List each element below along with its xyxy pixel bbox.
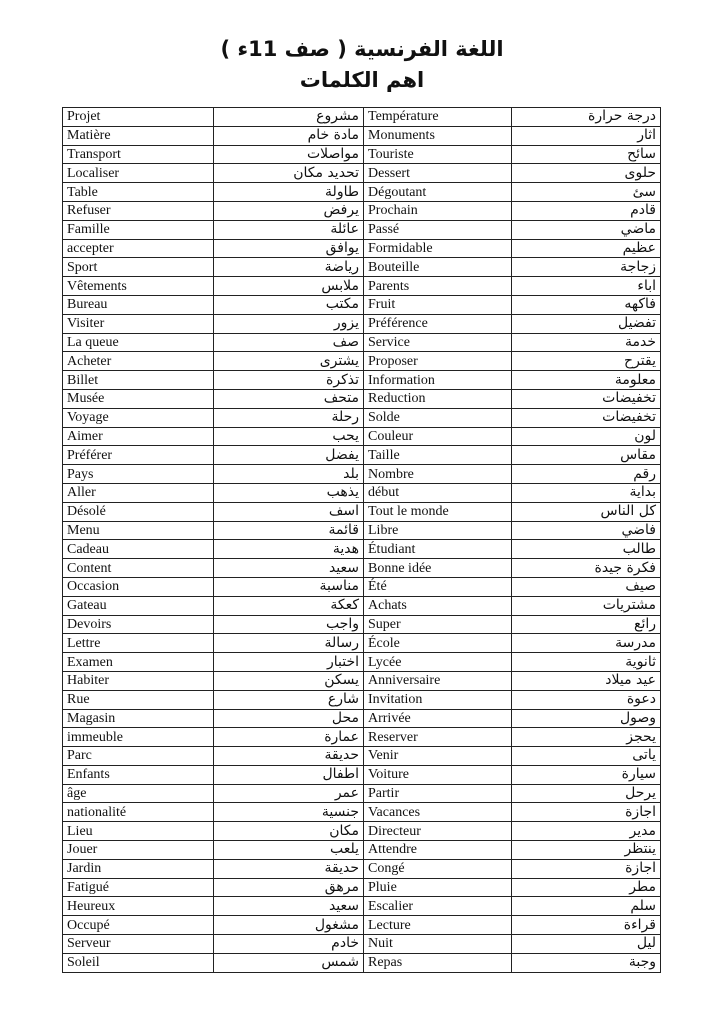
- french-word-2: Partir: [364, 784, 512, 803]
- arabic-translation-2: حلوى: [512, 164, 661, 183]
- arabic-translation-2: فكرة جيدة: [512, 559, 661, 578]
- table-row: [63, 108, 661, 127]
- arabic-translation-1: يذهب: [214, 483, 364, 502]
- table-row: [63, 765, 661, 784]
- arabic-translation-1: مشغول: [214, 916, 364, 935]
- french-word-1: Sport: [63, 258, 214, 277]
- french-word-2: Achats: [364, 596, 512, 615]
- arabic-translation-1: متحف: [214, 389, 364, 408]
- table-row: [63, 465, 661, 484]
- table-row: [63, 446, 661, 465]
- french-word-2: Voiture: [364, 765, 512, 784]
- french-word-2: Attendre: [364, 841, 512, 860]
- french-word-2: Information: [364, 371, 512, 390]
- french-word-2: Lycée: [364, 653, 512, 672]
- french-word-2: Été: [364, 577, 512, 596]
- arabic-translation-1: بلد: [214, 465, 364, 484]
- table-row: [63, 258, 661, 277]
- arabic-translation-1: سعيد: [214, 559, 364, 578]
- arabic-translation-2: مدير: [512, 822, 661, 841]
- arabic-translation-1: عمر: [214, 784, 364, 803]
- french-word-1: accepter: [63, 239, 214, 258]
- table-row: [63, 784, 661, 803]
- french-word-1: immeuble: [63, 728, 214, 747]
- arabic-translation-2: ماضي: [512, 220, 661, 239]
- arabic-translation-1: اطفال: [214, 765, 364, 784]
- french-word-1: Aller: [63, 483, 214, 502]
- table-row: [63, 540, 661, 559]
- french-word-1: Fatigué: [63, 878, 214, 897]
- table-row: [63, 653, 661, 672]
- french-word-2: Bonne idée: [364, 559, 512, 578]
- arabic-translation-1: شارع: [214, 690, 364, 709]
- arabic-translation-1: مناسبة: [214, 577, 364, 596]
- arabic-translation-1: واجب: [214, 615, 364, 634]
- arabic-translation-2: يحجز: [512, 728, 661, 747]
- table-row: [63, 483, 661, 502]
- arabic-translation-2: ينتظر: [512, 841, 661, 860]
- arabic-translation-2: اجازة: [512, 803, 661, 822]
- french-word-1: Parc: [63, 747, 214, 766]
- table-row: [63, 841, 661, 860]
- arabic-translation-2: سئ: [512, 183, 661, 202]
- french-word-1: Famille: [63, 220, 214, 239]
- table-row: [63, 615, 661, 634]
- table-row: [63, 333, 661, 352]
- arabic-translation-2: ليل: [512, 935, 661, 954]
- arabic-translation-2: تخفيضات: [512, 389, 661, 408]
- table-row: [63, 671, 661, 690]
- french-word-1: Enfants: [63, 765, 214, 784]
- french-word-1: Menu: [63, 521, 214, 540]
- table-row: [63, 164, 661, 183]
- arabic-translation-2: رائع: [512, 615, 661, 634]
- french-word-1: nationalité: [63, 803, 214, 822]
- arabic-translation-1: يرفض: [214, 201, 364, 220]
- arabic-translation-1: اسف: [214, 502, 364, 521]
- arabic-translation-2: مطر: [512, 878, 661, 897]
- french-word-2: Touriste: [364, 145, 512, 164]
- table-row: [63, 239, 661, 258]
- french-word-2: Pluie: [364, 878, 512, 897]
- arabic-translation-2: اثار: [512, 126, 661, 145]
- french-word-2: Escalier: [364, 897, 512, 916]
- arabic-translation-2: مشتريات: [512, 596, 661, 615]
- french-word-1: Acheter: [63, 352, 214, 371]
- table-row: [63, 747, 661, 766]
- arabic-translation-1: قائمة: [214, 521, 364, 540]
- french-word-2: Super: [364, 615, 512, 634]
- french-word-2: Lecture: [364, 916, 512, 935]
- french-word-2: Vacances: [364, 803, 512, 822]
- page-header: [0, 34, 724, 94]
- french-word-1: Transport: [63, 145, 214, 164]
- table-row: [63, 126, 661, 145]
- french-word-1: Lieu: [63, 822, 214, 841]
- french-word-2: Service: [364, 333, 512, 352]
- table-row: [63, 953, 661, 972]
- arabic-translation-1: يوافق: [214, 239, 364, 258]
- french-word-2: Étudiant: [364, 540, 512, 559]
- french-word-1: Voyage: [63, 408, 214, 427]
- table-row: [63, 521, 661, 540]
- arabic-translation-1: سعيد: [214, 897, 364, 916]
- arabic-translation-1: مادة خام: [214, 126, 364, 145]
- french-word-2: Dessert: [364, 164, 512, 183]
- french-word-2: Nuit: [364, 935, 512, 954]
- arabic-translation-1: مرهق: [214, 878, 364, 897]
- french-word-2: École: [364, 634, 512, 653]
- french-word-2: Anniversaire: [364, 671, 512, 690]
- french-word-1: Lettre: [63, 634, 214, 653]
- arabic-translation-2: مدرسة: [512, 634, 661, 653]
- table-row: [63, 577, 661, 596]
- arabic-translation-2: تخفيضات: [512, 408, 661, 427]
- french-word-1: Cadeau: [63, 540, 214, 559]
- arabic-translation-2: صيف: [512, 577, 661, 596]
- arabic-translation-2: معلومة: [512, 371, 661, 390]
- arabic-translation-1: يزور: [214, 314, 364, 333]
- arabic-translation-2: سيارة: [512, 765, 661, 784]
- arabic-translation-2: تفضيل: [512, 314, 661, 333]
- french-word-1: Pays: [63, 465, 214, 484]
- french-word-1: Visiter: [63, 314, 214, 333]
- table-row: [63, 822, 661, 841]
- arabic-translation-2: لون: [512, 427, 661, 446]
- table-row: [63, 709, 661, 728]
- french-word-1: Heureux: [63, 897, 214, 916]
- french-word-1: Habiter: [63, 671, 214, 690]
- french-word-1: âge: [63, 784, 214, 803]
- french-word-1: Rue: [63, 690, 214, 709]
- table-row: [63, 916, 661, 935]
- table-row: [63, 314, 661, 333]
- french-word-2: Couleur: [364, 427, 512, 446]
- french-word-2: Prochain: [364, 201, 512, 220]
- table-row: [63, 634, 661, 653]
- french-word-1: Examen: [63, 653, 214, 672]
- french-word-1: Projet: [63, 108, 214, 127]
- arabic-translation-1: تحديد مكان: [214, 164, 364, 183]
- french-word-1: Content: [63, 559, 214, 578]
- arabic-translation-1: تذكرة: [214, 371, 364, 390]
- arabic-translation-2: اجازة: [512, 859, 661, 878]
- arabic-translation-2: كل الناس: [512, 502, 661, 521]
- french-word-2: Dégoutant: [364, 183, 512, 202]
- table-row: [63, 408, 661, 427]
- arabic-translation-1: حديقة: [214, 859, 364, 878]
- table-row: [63, 427, 661, 446]
- arabic-translation-2: سائح: [512, 145, 661, 164]
- french-word-2: Directeur: [364, 822, 512, 841]
- french-word-2: Reserver: [364, 728, 512, 747]
- arabic-translation-2: ياتى: [512, 747, 661, 766]
- french-word-1: Jouer: [63, 841, 214, 860]
- arabic-translation-1: شمس: [214, 953, 364, 972]
- arabic-translation-2: ثانوية: [512, 653, 661, 672]
- table-row: [63, 201, 661, 220]
- arabic-translation-2: طالب: [512, 540, 661, 559]
- table-row: [63, 277, 661, 296]
- table-row: [63, 728, 661, 747]
- french-word-1: Musée: [63, 389, 214, 408]
- arabic-translation-2: عيد ميلاد: [512, 671, 661, 690]
- french-word-2: Monuments: [364, 126, 512, 145]
- french-word-1: Jardin: [63, 859, 214, 878]
- arabic-translation-1: رياضة: [214, 258, 364, 277]
- table-row: [63, 145, 661, 164]
- page-subtitle: اهم الكلمات: [299, 68, 425, 92]
- table-row: [63, 389, 661, 408]
- french-word-2: début: [364, 483, 512, 502]
- table-row: [63, 690, 661, 709]
- french-word-2: Fruit: [364, 295, 512, 314]
- arabic-translation-2: يرحل: [512, 784, 661, 803]
- french-word-1: Occupé: [63, 916, 214, 935]
- arabic-translation-2: وصول: [512, 709, 661, 728]
- french-word-1: Serveur: [63, 935, 214, 954]
- french-word-1: La queue: [63, 333, 214, 352]
- arabic-translation-1: اختبار: [214, 653, 364, 672]
- arabic-translation-2: قراءة: [512, 916, 661, 935]
- table-row: [63, 295, 661, 314]
- french-word-1: Table: [63, 183, 214, 202]
- arabic-translation-1: عائلة: [214, 220, 364, 239]
- arabic-translation-1: مكتب: [214, 295, 364, 314]
- arabic-translation-2: خدمة: [512, 333, 661, 352]
- arabic-translation-1: ملابس: [214, 277, 364, 296]
- arabic-translation-1: كعكة: [214, 596, 364, 615]
- french-word-2: Proposer: [364, 352, 512, 371]
- arabic-translation-2: فاضي: [512, 521, 661, 540]
- french-word-1: Bureau: [63, 295, 214, 314]
- french-word-2: Passé: [364, 220, 512, 239]
- french-word-2: Nombre: [364, 465, 512, 484]
- table-row: [63, 220, 661, 239]
- french-word-2: Libre: [364, 521, 512, 540]
- arabic-translation-2: دعوة: [512, 690, 661, 709]
- french-word-1: Gateau: [63, 596, 214, 615]
- french-word-1: Magasin: [63, 709, 214, 728]
- french-word-2: Taille: [364, 446, 512, 465]
- arabic-translation-2: رقم: [512, 465, 661, 484]
- arabic-translation-2: زجاجة: [512, 258, 661, 277]
- arabic-translation-2: يقترح: [512, 352, 661, 371]
- arabic-translation-1: هدية: [214, 540, 364, 559]
- arabic-translation-2: سلم: [512, 897, 661, 916]
- arabic-translation-1: يشترى: [214, 352, 364, 371]
- arabic-translation-1: خادم: [214, 935, 364, 954]
- french-word-2: Invitation: [364, 690, 512, 709]
- table-row: [63, 183, 661, 202]
- arabic-translation-1: عمارة: [214, 728, 364, 747]
- table-row: [63, 803, 661, 822]
- french-word-1: Vêtements: [63, 277, 214, 296]
- french-word-2: Tout le monde: [364, 502, 512, 521]
- arabic-translation-2: عظيم: [512, 239, 661, 258]
- french-word-2: Température: [364, 108, 512, 127]
- french-word-1: Billet: [63, 371, 214, 390]
- arabic-translation-2: اباء: [512, 277, 661, 296]
- page-title: اللغة الفرنسية ( صف 11ء ): [220, 37, 504, 61]
- french-word-2: Repas: [364, 953, 512, 972]
- french-word-2: Parents: [364, 277, 512, 296]
- arabic-translation-2: قادم: [512, 201, 661, 220]
- arabic-translation-1: حديقة: [214, 747, 364, 766]
- arabic-translation-1: يفضل: [214, 446, 364, 465]
- vocabulary-table-body: [63, 108, 661, 973]
- table-row: [63, 559, 661, 578]
- arabic-translation-1: مكان: [214, 822, 364, 841]
- french-word-1: Occasion: [63, 577, 214, 596]
- arabic-translation-1: جنسية: [214, 803, 364, 822]
- table-row: [63, 935, 661, 954]
- arabic-translation-1: رسالة: [214, 634, 364, 653]
- french-word-1: Préférer: [63, 446, 214, 465]
- table-row: [63, 502, 661, 521]
- arabic-translation-2: درجة حرارة: [512, 108, 661, 127]
- arabic-translation-1: مواصلات: [214, 145, 364, 164]
- french-word-2: Bouteille: [364, 258, 512, 277]
- arabic-translation-1: يسكن: [214, 671, 364, 690]
- table-row: [63, 371, 661, 390]
- arabic-translation-2: فاكهه: [512, 295, 661, 314]
- table-row: [63, 352, 661, 371]
- french-word-2: Formidable: [364, 239, 512, 258]
- arabic-translation-1: طاولة: [214, 183, 364, 202]
- arabic-translation-1: يلعب: [214, 841, 364, 860]
- french-word-1: Aimer: [63, 427, 214, 446]
- arabic-translation-1: يحب: [214, 427, 364, 446]
- french-word-2: Reduction: [364, 389, 512, 408]
- arabic-translation-1: محل: [214, 709, 364, 728]
- arabic-translation-1: رحلة: [214, 408, 364, 427]
- french-word-1: Refuser: [63, 201, 214, 220]
- table-row: [63, 859, 661, 878]
- table-row: [63, 596, 661, 615]
- french-word-2: Préférence: [364, 314, 512, 333]
- table-row: [63, 878, 661, 897]
- arabic-translation-2: وجبة: [512, 953, 661, 972]
- french-word-1: Devoirs: [63, 615, 214, 634]
- arabic-translation-2: مقاس: [512, 446, 661, 465]
- arabic-translation-2: بداية: [512, 483, 661, 502]
- french-word-2: Congé: [364, 859, 512, 878]
- french-word-2: Solde: [364, 408, 512, 427]
- table-row: [63, 897, 661, 916]
- french-word-1: Localiser: [63, 164, 214, 183]
- french-word-2: Venir: [364, 747, 512, 766]
- french-word-1: Matière: [63, 126, 214, 145]
- french-word-2: Arrivée: [364, 709, 512, 728]
- vocabulary-table: [62, 107, 661, 973]
- french-word-1: Soleil: [63, 953, 214, 972]
- french-word-1: Désolé: [63, 502, 214, 521]
- arabic-translation-1: مشروع: [214, 108, 364, 127]
- arabic-translation-1: صف: [214, 333, 364, 352]
